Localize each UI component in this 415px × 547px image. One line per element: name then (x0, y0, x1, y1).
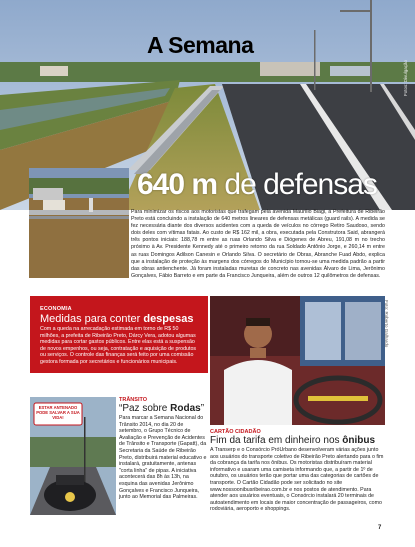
economia-box (30, 296, 208, 373)
construction-inset-photo (29, 168, 129, 278)
cartao-title (210, 435, 386, 446)
transito-title-plain: “Paz sobre (119, 403, 168, 414)
bus-photo-credit: Foto: Roberto Galhardo (384, 300, 389, 348)
economia-kicker: ECONOMIA (40, 306, 72, 312)
section-title: A Semana (147, 32, 254, 58)
economia-title-bold: despesas (143, 313, 194, 325)
headline-number: 640 m (137, 168, 218, 201)
transito-photo (30, 397, 116, 515)
cartao-title-bold: ônibus (342, 435, 376, 446)
transito-photo-sign: ESTAR ANTENADO PODE SALVAR A SUA VIDA! (36, 405, 80, 420)
headline (137, 168, 377, 202)
bus-driver-image (210, 296, 385, 425)
transito-kicker: TRÂNSITO (119, 397, 148, 403)
cartao-kicker: CARTÃO CIDADÃO (210, 429, 261, 435)
economia-title-plain: Medidas para conter (40, 313, 141, 325)
transito-body: Para marcar a Semana Nacional do Trânsito 2014, no dia 20 de setembro, o Grupo Técnico de Avaliação e Prevenção de Acidentes de Trânsito e Transporte (Gapatt), da Secretaria da Saúde de Ribeirão Preto, distribuirá material educativo e instalará, gratuitamente, antenas "corta linha" de pipas. A iniciativa acontecerá das 8h às 13h, na esquina das avenidas Jerônimo Gonçalves e Francisco Junqueira, junto ao Memorial das Palmeiras. (119, 415, 207, 501)
page-number: 7 (378, 525, 382, 531)
cartao-article (210, 429, 386, 513)
intro-paragraph: Para minimizar os riscos aos motoristas que trafegam pela avenida Maurílio Biagi, a Prefeitura de Ribeirão Preto está concluindo a instalação de 640 metros lineares de defensas metálicas (guard rails). A medida se fez necessária diante dos diversos acidentes com a queda de veículos no córrego Retiro Saudoso, sendo dois deles com vítimas fatais. Ao custo de R$ 162 mil, a obra, executada pela Construtora Said, abrangerá três pontos iniciais: 188,78 m entre as ruas Orlando Silva e Diógenes de Abreu, 191,08 m no trecho próximo à Av. Presidente Kennedy até o primeiro retorno da rua Soldado Antônio Jorge, e 260,14 m entre as ruas Domingos Adilson Canesin e Orlando Silva. O secretário de Obras, Abranche Fuad Abdo, explica que a instalação de proteção às margens dos córregos do Município tornou-se uma medida padrão a partir das obras antienchente. Já foram instaladas muretas de concreto nas avenidas Álvaro de Lima, Jerônimo Gonçalves, Fábio Barreto e em parte da Francisco Junqueira, além de outros 12 quilômetros de defensas. (131, 209, 385, 279)
cartao-body: A Transerp e o Consórcio PróUrbano desenvolveram várias ações junto aos usuários do transporte coletivo de Ribeirão Preto alertando para o fim da cobrança da tarifa nos ônibus. Os motoristas distribuíram material informativo e usaram uma camiseta informando que, a partir de 1º de outubro, os usuários terão que portar uma das categorias de cartões de transporte. O Cartão Cidadão pode ser solicitado no site www.nossoonibusribeirao.com.br e nos postos de atendimento. Para atender aos usuários eventuais, o Consórcio instalará 20 terminais de autoatendimento em locais de maior concentração de passageiros, como rodoviária, aeroporto e shoppings. (210, 447, 384, 513)
economia-body: Com a queda na arrecadação estimada em torno de R$ 50 milhões, a prefeita de Ribeirão Preto, Dárcy Vera, adotou algumas medidas para cortar gastos públicos. Entre elas está a suspensão de novos empenhos, ou seja, contratação e aquisição de produtos ou serviços. O controle das finanças será feito por uma comissão gestora formada por secretários e funcionários municipais. (40, 326, 197, 365)
transito-article (119, 397, 207, 501)
inset-photo (29, 168, 129, 278)
cartao-title-plain: Fim da tarifa em dinheiro nos (210, 435, 340, 446)
bus-driver-photo (210, 296, 385, 425)
photo-credit: Fotos: Divulgação (403, 60, 408, 97)
transito-title-bold: Rodas (170, 403, 201, 414)
economia-title (40, 313, 199, 325)
transito-title-end: ” (200, 403, 205, 414)
headline-text: de defensas (224, 168, 377, 201)
transito-title (119, 403, 207, 414)
